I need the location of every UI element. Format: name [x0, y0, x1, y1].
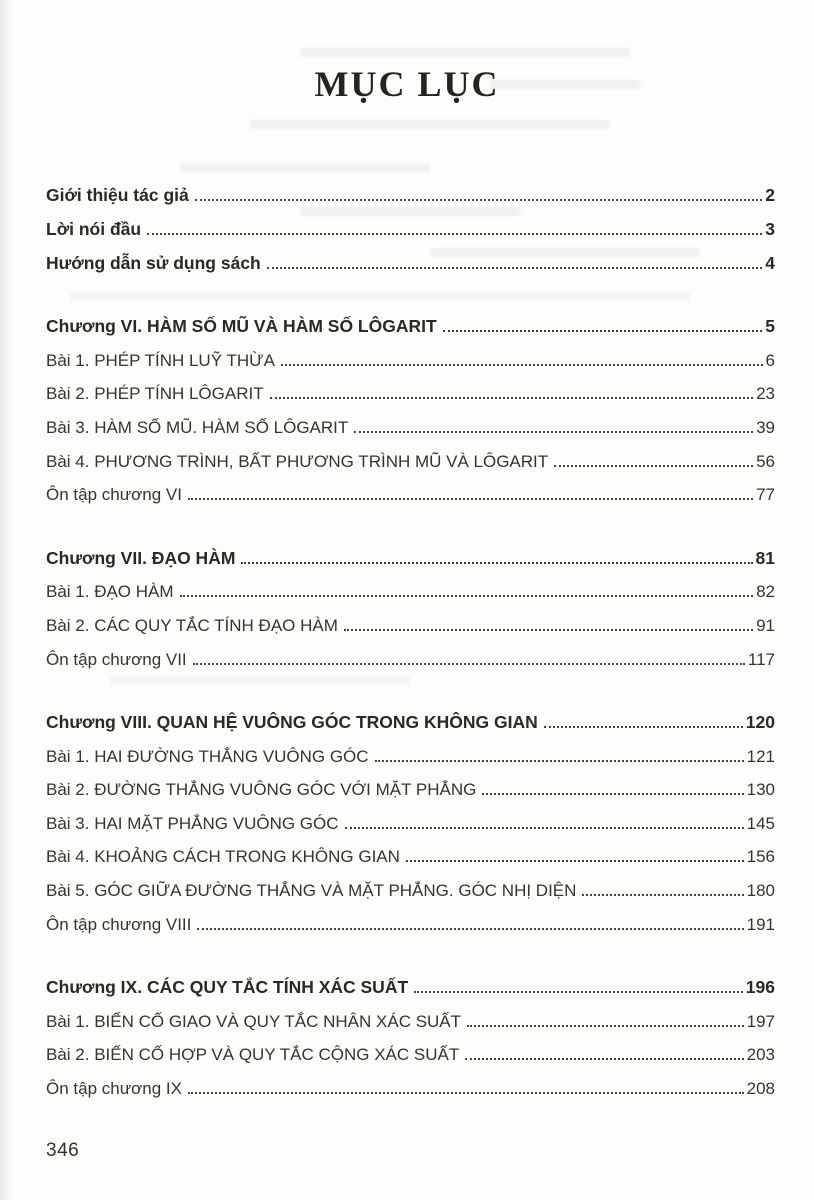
toc-entry [46, 1072, 775, 1106]
toc-entry [46, 344, 775, 378]
toc-entry-label: Ôn tập chương VIII [46, 914, 192, 934]
toc-entry-label: Bài 4. PHƯƠNG TRÌNH, BẤT PHƯƠNG TRÌNH MŨ VÀ LÔGARIT [46, 451, 549, 471]
chapter-heading-row [46, 971, 775, 1005]
toc-entry-label: Bài 2. BIẾN CỐ HỢP VÀ QUY TẮC CỘNG XÁC SUẤT [46, 1045, 460, 1065]
dot-leader [267, 267, 763, 269]
toc-entry [46, 643, 775, 677]
bleedthrough-line [180, 163, 430, 172]
dot-leader [188, 1092, 744, 1094]
dot-leader [344, 629, 753, 631]
dot-leader [443, 330, 763, 332]
toc-entry-page: 145 [746, 813, 775, 833]
toc-content [0, 179, 814, 1105]
chapter-page: 81 [755, 547, 775, 568]
chapter-heading-row [46, 542, 775, 576]
toc-entry [46, 377, 775, 411]
toc-entry-page: 39 [756, 417, 775, 437]
dot-leader [197, 928, 743, 930]
toc-entry-page: 77 [756, 485, 775, 505]
toc-entry-page: 3 [765, 218, 775, 239]
dot-leader [345, 827, 744, 829]
dot-leader [414, 991, 743, 993]
toc-entry-label: Bài 4. KHOẢNG CÁCH TRONG KHÔNG GIAN [46, 847, 400, 867]
toc-entry [46, 1038, 775, 1072]
dot-leader [195, 199, 763, 201]
toc-entry-label: Lời nói đầu [46, 218, 142, 239]
dot-leader [554, 465, 753, 467]
dot-leader [193, 663, 745, 665]
chapter-heading-row [46, 706, 775, 740]
chapter-title: Chương IX. CÁC QUY TẮC TÍNH XÁC SUẤT [46, 977, 409, 998]
dot-leader [147, 233, 762, 235]
chapter-title: Chương VII. ĐẠO HÀM [46, 547, 236, 568]
chapter-heading-row [46, 310, 775, 344]
chapter-page: 5 [765, 316, 775, 337]
dot-leader [354, 431, 753, 433]
dot-leader [482, 793, 743, 795]
toc-entry-page: 56 [756, 451, 775, 471]
page-title: MỤC LỤC [314, 64, 500, 104]
toc-entry [46, 740, 775, 774]
dot-leader [188, 498, 753, 500]
toc-entry-label: Ôn tập chương VI [46, 485, 182, 505]
toc-entry-page: 4 [765, 252, 775, 273]
toc-entry-page: 180 [746, 881, 775, 901]
toc-entry-label: Giới thiệu tác giả [46, 185, 189, 206]
toc-entry-page: 197 [746, 1011, 775, 1031]
dot-leader [375, 760, 744, 762]
chapter-page: 120 [745, 712, 775, 733]
toc-entry [46, 575, 775, 609]
toc-entry [46, 411, 775, 445]
toc-entry-label: Bài 2. CÁC QUY TẮC TÍNH ĐẠO HÀM [46, 615, 338, 635]
toc-entry [46, 213, 775, 247]
toc-entry-page: 121 [746, 746, 775, 766]
toc-entry [46, 840, 775, 874]
toc-entry [46, 807, 775, 841]
dot-leader [281, 364, 763, 366]
toc-entry-label: Bài 3. HÀM SỐ MŨ. HÀM SỐ LÔGARIT [46, 417, 349, 437]
toc-entry-label: Bài 2. PHÉP TÍNH LÔGARIT [46, 384, 264, 404]
chapter-title: Chương VIII. QUAN HỆ VUÔNG GÓC TRONG KHÔNG GIAN [46, 712, 538, 733]
front-matter-section [46, 179, 775, 280]
chapter-section-vii [46, 542, 775, 676]
toc-entry-page: 156 [746, 847, 775, 867]
chapter-section-vi [46, 310, 775, 512]
dot-leader [406, 860, 744, 862]
toc-entry [46, 773, 775, 807]
toc-entry-label: Bài 5. GÓC GIỮA ĐƯỜNG THẲNG VÀ MẶT PHẲNG. GÓC NHỊ DIỆN [46, 881, 577, 901]
dot-leader [467, 1025, 744, 1027]
toc-entry [46, 478, 775, 512]
toc-entry-label: Bài 1. PHÉP TÍNH LUỸ THỪA [46, 350, 275, 370]
toc-entry-page: 91 [756, 615, 775, 635]
toc-entry [46, 874, 775, 908]
toc-entry-page: 130 [746, 780, 775, 800]
toc-entry [46, 908, 775, 942]
dot-leader [270, 397, 753, 399]
dot-leader [180, 595, 754, 597]
toc-entry-label: Ôn tập chương IX [46, 1079, 182, 1099]
toc-entry [46, 247, 775, 281]
toc-entry-page: 203 [746, 1045, 775, 1065]
toc-entry-label: Ôn tập chương VII [46, 649, 187, 669]
toc-entry-page: 191 [746, 914, 775, 934]
toc-entry [46, 609, 775, 643]
toc-entry-label: Bài 2. ĐƯỜNG THẲNG VUÔNG GÓC VỚI MẶT PHẲNG [46, 780, 477, 800]
chapter-section-ix [46, 971, 775, 1105]
dot-leader [582, 894, 743, 896]
toc-entry-page: 23 [756, 384, 775, 404]
dot-leader [241, 562, 752, 564]
toc-entry-page: 82 [756, 582, 775, 602]
page-number: 346 [46, 1140, 80, 1161]
toc-entry [46, 1005, 775, 1039]
toc-entry-page: 6 [765, 350, 775, 370]
toc-entry-label: Bài 3. HAI MẶT PHẲNG VUÔNG GÓC [46, 813, 339, 833]
toc-entry-label: Hướng dẫn sử dụng sách [46, 252, 261, 273]
toc-entry-page: 208 [746, 1079, 775, 1099]
toc-entry-label: Bài 1. BIẾN CỐ GIAO VÀ QUY TẮC NHÂN XÁC SUẤT [46, 1011, 462, 1031]
toc-entry-label: Bài 1. HAI ĐƯỜNG THẲNG VUÔNG GÓC [46, 746, 369, 766]
chapter-page: 196 [745, 977, 775, 998]
dot-leader [544, 726, 743, 728]
toc-entry [46, 179, 775, 213]
toc-entry-page: 2 [765, 185, 775, 206]
toc-entry-page: 117 [747, 649, 775, 669]
bleedthrough-line [250, 120, 610, 129]
toc-entry [46, 445, 775, 479]
dot-leader [465, 1058, 743, 1060]
toc-entry-label: Bài 1. ĐẠO HÀM [46, 582, 174, 602]
chapter-title: Chương VI. HÀM SỐ MŨ VÀ HÀM SỐ LÔGARIT [46, 316, 437, 337]
chapter-section-viii [46, 706, 775, 941]
